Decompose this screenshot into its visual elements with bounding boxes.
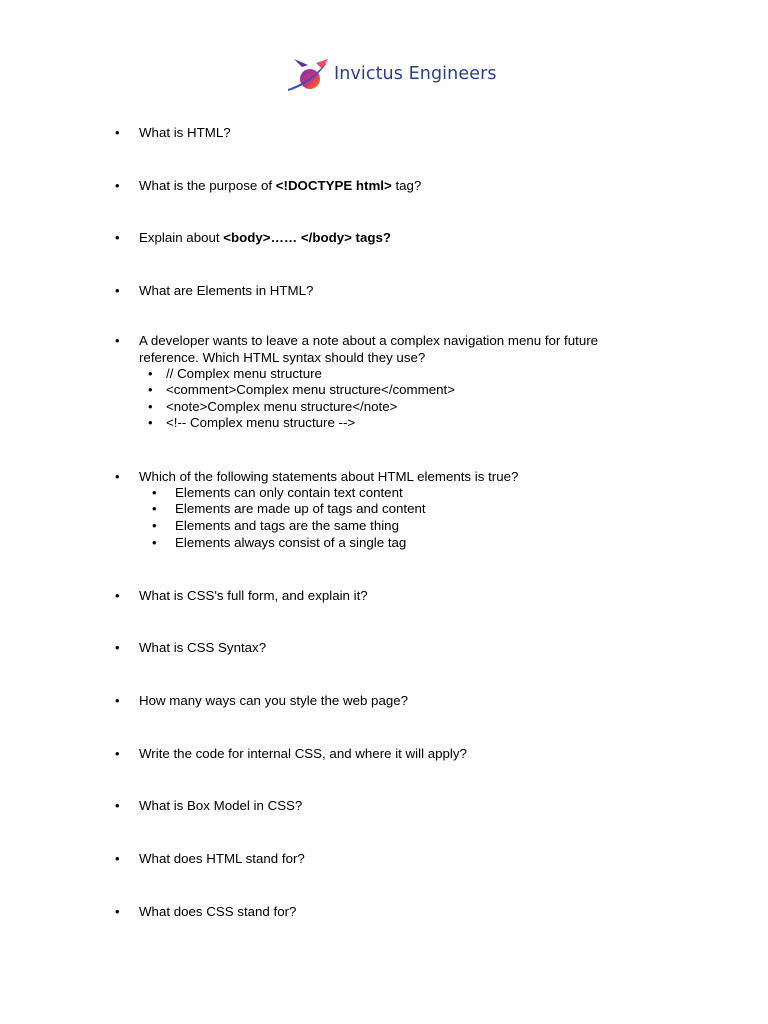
question-text: Write the code for internal CSS, and where it will apply? xyxy=(139,746,467,761)
question-text: What does CSS stand for? xyxy=(139,904,297,919)
question-text-bold: <body>…… </body> tags? xyxy=(223,230,392,245)
option-text: Elements and tags are the same thing xyxy=(175,518,399,533)
question-text: What is CSS Syntax? xyxy=(139,640,267,655)
question-text: Which of the following statements about HTML elements is true? xyxy=(139,469,519,484)
bullet: • xyxy=(115,230,120,245)
bullet: • xyxy=(115,333,120,348)
bullet: • xyxy=(115,125,120,140)
sub-bullet: • xyxy=(148,366,153,381)
bullet: • xyxy=(115,283,120,298)
invictus-logo-icon xyxy=(286,55,330,93)
option-text: <!-- Complex menu structure --> xyxy=(166,415,356,430)
bullet: • xyxy=(115,693,120,708)
sub-bullet: • xyxy=(152,535,157,550)
bullet: • xyxy=(115,746,120,761)
brand-logo xyxy=(286,55,497,93)
option-text: <note>Complex menu structure</note> xyxy=(166,399,398,414)
question-text: What are Elements in HTML? xyxy=(139,283,314,298)
sub-bullet: • xyxy=(148,415,153,430)
question-text: What is HTML? xyxy=(139,125,231,140)
question-text-pre: Explain about xyxy=(139,230,224,245)
bullet: • xyxy=(115,851,120,866)
brand-name: Invictus Engineers xyxy=(334,64,497,84)
question-text xyxy=(139,178,649,195)
question-text-pre: What is the purpose of xyxy=(139,178,276,193)
bullet: • xyxy=(115,469,120,484)
bullet: • xyxy=(115,798,120,813)
sub-bullet: • xyxy=(152,518,157,533)
sub-bullet: • xyxy=(152,501,157,516)
bullet: • xyxy=(115,904,120,919)
sub-bullet: • xyxy=(148,399,153,414)
option-text: Elements always consist of a single tag xyxy=(175,535,407,550)
bullet: • xyxy=(115,640,120,655)
bullet: • xyxy=(115,178,120,193)
option-text: Elements can only contain text content xyxy=(175,485,403,500)
question-text: What is Box Model in CSS? xyxy=(139,798,303,813)
question-text: What does HTML stand for? xyxy=(139,851,305,866)
question-line: A developer wants to leave a note about a complex navigation menu for future xyxy=(139,333,599,348)
question-text: What is CSS's full form, and explain it? xyxy=(139,588,368,603)
option-text: <comment>Complex menu structure</comment> xyxy=(166,382,455,397)
bullet: • xyxy=(115,588,120,603)
question-text xyxy=(139,333,649,366)
question-text: How many ways can you style the web page? xyxy=(139,693,409,708)
question-text-post: tag? xyxy=(391,178,422,193)
sub-bullet: • xyxy=(152,485,157,500)
sub-bullet: • xyxy=(148,382,153,397)
question-line: reference. Which HTML syntax should they use? xyxy=(139,349,426,365)
question-text xyxy=(139,230,649,247)
option-text: // Complex menu structure xyxy=(166,366,322,381)
question-text-bold: <!DOCTYPE html> xyxy=(275,178,392,193)
option-text: Elements are made up of tags and content xyxy=(175,501,426,516)
